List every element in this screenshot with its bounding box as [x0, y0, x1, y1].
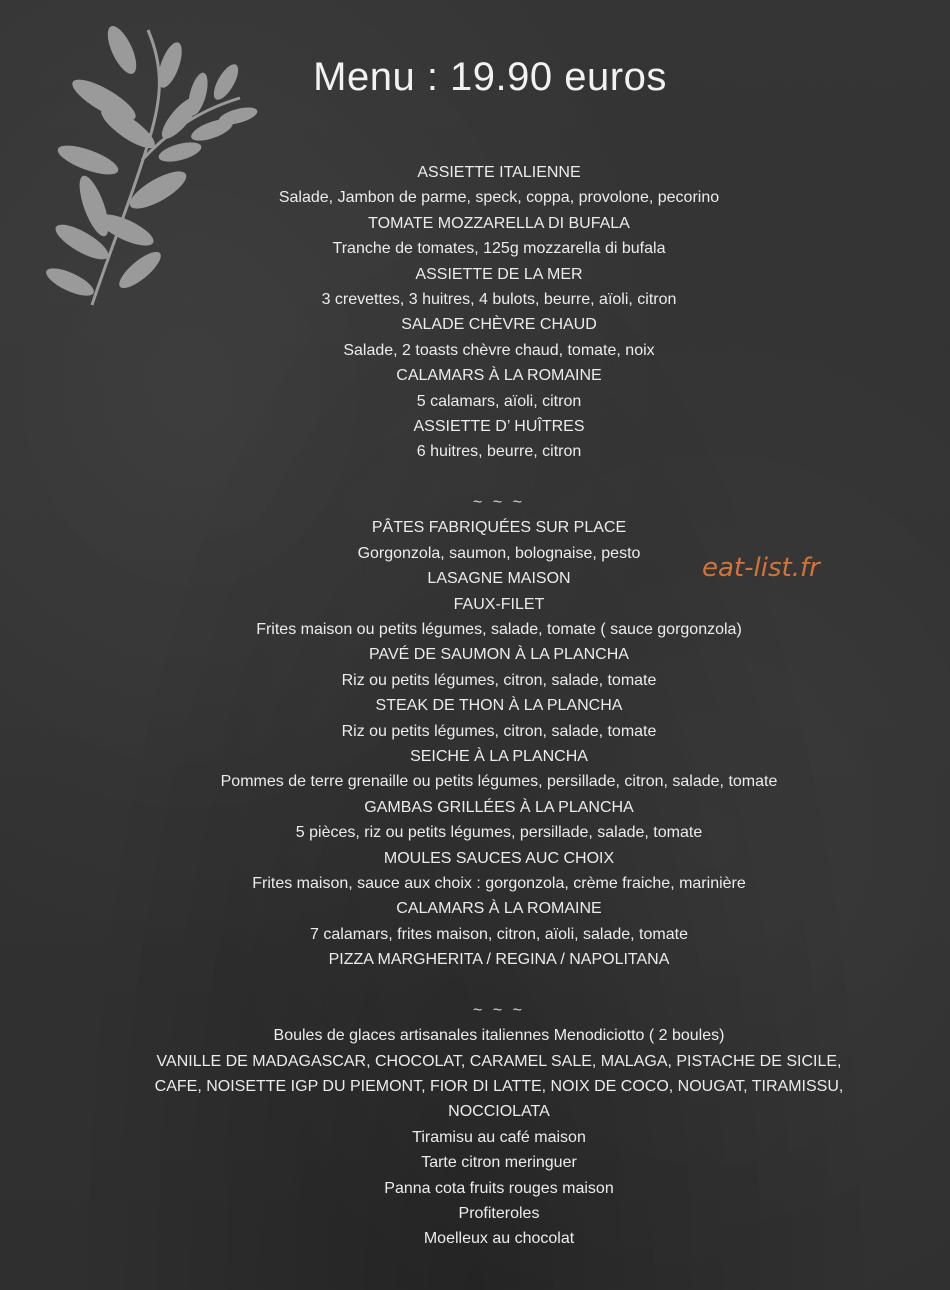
menu-item-title: PÂTES FABRIQUÉES SUR PLACE — [371, 519, 627, 537]
menu-item-description: Pommes de terre grenaille ou petits légumes, persillade, citron, salade, tomate — [220, 773, 778, 791]
menu-item-description: Riz ou petits légumes, citron, salade, tomate — [341, 722, 657, 740]
menu-item-description: Riz ou petits légumes, citron, salade, tomate — [341, 671, 657, 689]
menu-item-title: CALAMARS À LA ROMAINE — [396, 900, 602, 918]
menu-list — [0, 160, 950, 1252]
menu-item-title: SEICHE À LA PLANCHA — [410, 747, 588, 765]
menu-item-title: LASAGNE MAISON — [427, 570, 571, 588]
site-watermark: eat-list.fr — [702, 553, 820, 583]
menu-item-title: ASSIETTE DE LA MER — [415, 265, 583, 283]
menu-item-title: MOULES SAUCES AUC CHOIX — [383, 849, 615, 867]
menu-item-description: 3 crevettes, 3 huitres, 4 bulots, beurre, aïoli, citron — [321, 290, 677, 308]
menu-item-title: SALADE CHÈVRE CHAUD — [401, 316, 597, 334]
menu-item-title: PIZZA MARGHERITA / REGINA / NAPOLITANA — [328, 951, 670, 969]
menu-item-description: Tranche de tomates, 125g mozzarella di bufala — [332, 240, 666, 258]
section-separator: ~ ~ ~ — [473, 494, 525, 512]
menu-item-description: CAFE, NOISETTE IGP DU PIEMONT, FIOR DI LATTE, NOIX DE COCO, NOUGAT, TIRAMISSU, — [154, 1078, 844, 1096]
menu-item-title: CALAMARS À LA ROMAINE — [396, 367, 602, 385]
menu-title: Menu : 19.90 euros — [313, 55, 667, 99]
menu-item-title: ASSIETTE ITALIENNE — [417, 164, 581, 181]
menu-item-description: Gorgonzola, saumon, bolognaise, pesto — [357, 544, 641, 562]
menu-item-title: TOMATE MOZZARELLA DI BUFALA — [368, 214, 630, 232]
menu-item-description: 6 huitres, beurre, citron — [416, 443, 582, 461]
menu-item-title: FAUX-FILET — [453, 595, 545, 613]
section-separator: ~ ~ ~ — [473, 1001, 525, 1019]
menu-item-description: NOCCIOLATA — [448, 1103, 550, 1121]
menu-item-title: GAMBAS GRILLÉES À LA PLANCHA — [364, 798, 634, 816]
menu-item-description: 5 calamars, aïoli, citron — [416, 392, 582, 410]
menu-item-title: Tiramisu au café maison — [412, 1128, 586, 1146]
menu-item-title: Boules de glaces artisanales italiennes Menodiciotto ( 2 boules) — [273, 1027, 725, 1045]
menu-item-description: VANILLE DE MADAGASCAR, CHOCOLAT, CARAMEL SALE, MALAGA, PISTACHE DE SICILE, — [156, 1052, 842, 1070]
menu-item-description: Frites maison ou petits légumes, salade, tomate ( sauce gorgonzola) — [256, 621, 742, 639]
menu-item-description: 7 calamars, frites maison, citron, aïoli, salade, tomate — [310, 925, 688, 943]
menu-item-title: STEAK DE THON À LA PLANCHA — [375, 697, 623, 715]
menu-item-title: Panna cota fruits rouges maison — [384, 1179, 614, 1197]
menu-item-description: Salade, 2 toasts chèvre chaud, tomate, noix — [343, 341, 655, 359]
menu-item-description: Frites maison, sauce aux choix : gorgonzola, crème fraiche, marinière — [252, 874, 746, 892]
section-gap — [0, 973, 950, 998]
menu-item-title: Tarte citron meringuer — [421, 1154, 577, 1172]
menu-item-title: ASSIETTE D’ HUÎTRES — [413, 417, 585, 435]
menu-item-title: Moelleux au chocolat — [423, 1230, 575, 1248]
menu-item-title: PAVÉ DE SAUMON À LA PLANCHA — [369, 646, 629, 664]
section-gap — [0, 465, 950, 490]
menu-item-title: Profiteroles — [458, 1205, 540, 1223]
menu-item-description: 5 pièces, riz ou petits légumes, persillade, salade, tomate — [295, 824, 703, 842]
menu-item-description: Salade, Jambon de parme, speck, coppa, provolone, pecorino — [278, 189, 720, 207]
